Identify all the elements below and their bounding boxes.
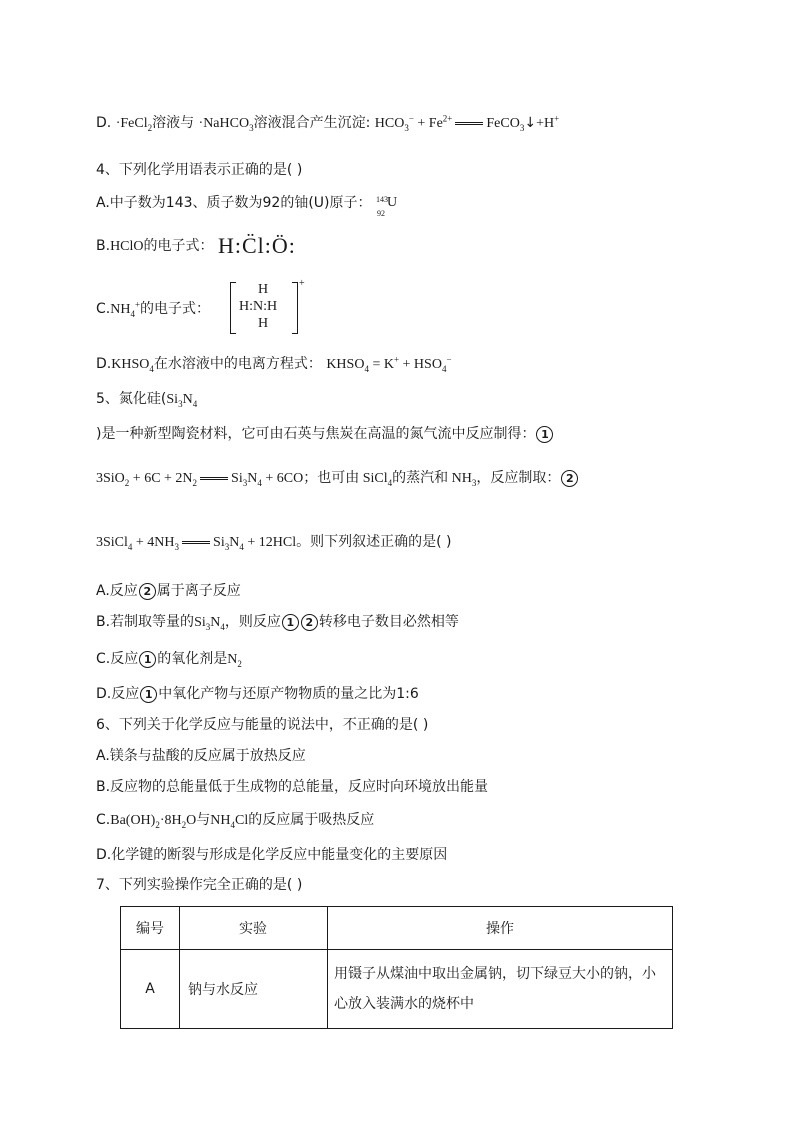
row-number: A [121,950,180,1029]
q6-option-b: B.反应物的总能量低于生成物的总能量，反应时向环境放出能量 [96,779,489,795]
row-experiment: 钠与水反应 [180,950,328,1029]
reaction-1-marker: 1 [536,426,553,443]
uranium-nuclide: 143 92 U [375,195,398,218]
table-header-row [121,907,673,950]
q5-option-c: C.反应 1 的氧化剂是$N_2$ [96,651,242,669]
table-row [121,950,673,1029]
header-operation: 操作 [328,907,673,950]
q6-option-c: $C.Ba(OH)_2\cdot 8H_2O$与$NH_4Cl$的反应属于吸热反应 [96,812,375,830]
q4-option-b: B.HClO的电子式： H:C̈l:Ö: [96,233,296,258]
q4-option-c: $C.NH_4^+$的电子式： [96,299,211,319]
q5-option-b: B.若制取等量的$Si_3N_4$，则反应 1 2 转移电子数目必然相等 [96,614,459,632]
q5-option-a: A.反应 2 属于离子反应 [96,583,241,599]
q6-stem: 6、下列关于化学反应与能量的说法中，不正确的是( ) [96,717,429,733]
ammonium-lewis-structure: H H:N:H H + [230,282,298,334]
header-experiment: 实验 [180,907,328,950]
row-operation: 用镊子从煤油中取出金属钠，切下绿豆大小的钠，小心放入装满水的烧杯中 [328,950,673,1029]
q6-option-a: A.镁条与盐酸的反应属于放热反应 [96,748,306,764]
q5-option-d: D.反应 1 中氧化产物与还原产物物质的量之比为1:6 [96,686,419,702]
q4-option-d: $D.KHSO_4$在水溶液中的电离方程式： $KHSO_4 = K^+ + HSO_4^-$ [96,354,452,374]
q5-stem-line2: )是一种新型陶瓷材料，它可由石英与焦炭在高温的氮气流中反应制得： 1 [96,424,554,444]
header-number: 编号 [121,907,180,950]
hclo-lewis-structure: H:C̈l:Ö: [217,233,296,258]
q5-stem-line4: 3SiCl$_4$ + $4NH_3$ $Si_3N_4 + 12HCl$。则下列叙述正确的是( ) [96,534,452,552]
q4-stem: 4、下列化学用语表示正确的是( ) [96,162,303,178]
q5-stem-line3: $3SiO_2 + 6C + 2N_2$ $Si_3N_4 + 6CO$；也可由 SiCl$_4$的蒸汽和 $NH_3$，反应制取： 2 [96,468,579,489]
reaction-2-marker: 2 [561,470,578,487]
q3-option-d: D. ·FeCl$_2$溶液与 ·NaHCO$_3$溶液混合产生沉淀: $HCO_3^- + Fe^{2+}$ FeCO$_3$↓+H+ [96,113,560,133]
q4-option-a: A.中子数为143、质子数为92的铀(U)原子： 143 92 U [96,195,398,218]
q7-stem: 7、下列实验操作完全正确的是( ) [96,877,303,893]
experiment-table [120,906,673,1029]
q6-option-d: D.化学键的断裂与形成是化学反应中能量变化的主要原因 [96,847,448,863]
q5-stem-line1: 5、氮化硅($Si_3N_4$ [96,391,198,409]
